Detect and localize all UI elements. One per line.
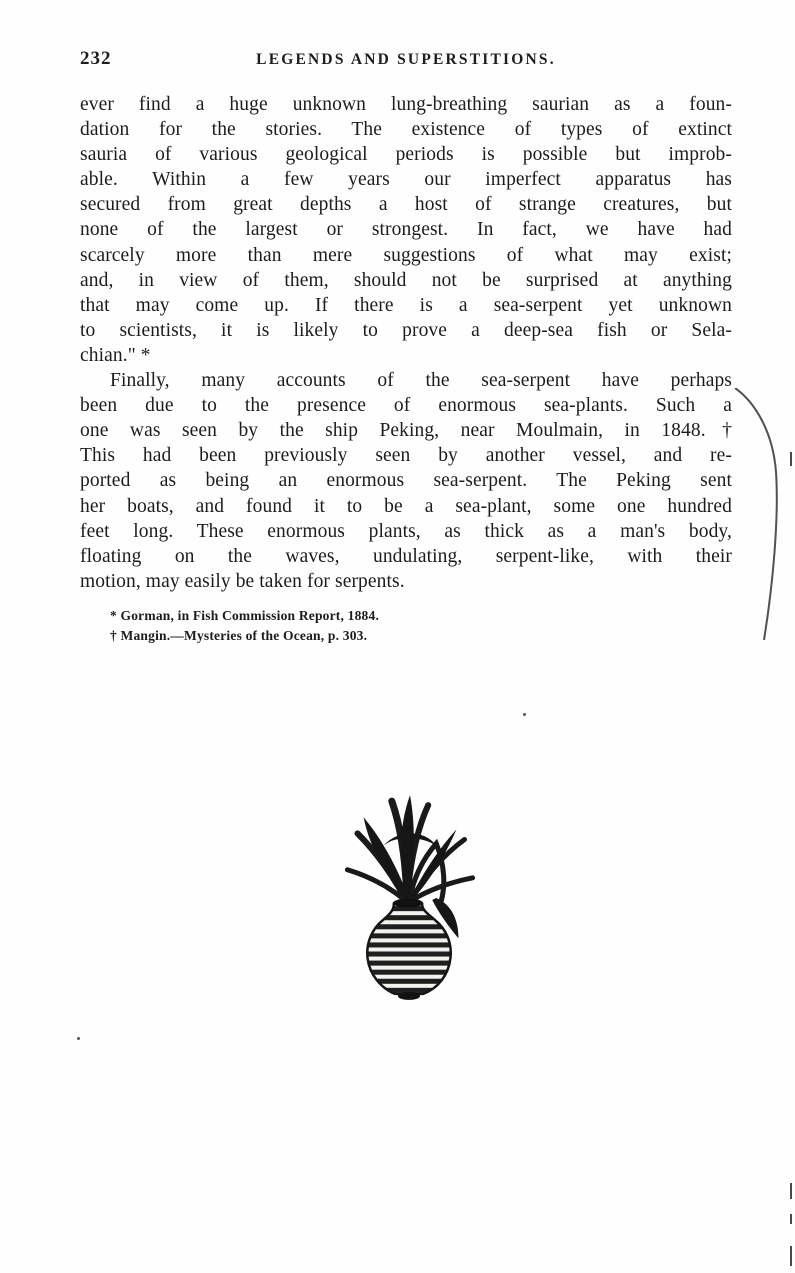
tailpiece-illustration — [336, 785, 484, 1007]
scan-edge-mark — [790, 1183, 792, 1199]
text-line: able. Within a few years our imperfect apparatus has — [80, 169, 732, 191]
paragraph — [80, 368, 732, 594]
text-line: Finally, many accounts of the sea-serpent have perhaps — [110, 370, 732, 392]
text-line: floating on the waves, undulating, serpent-like, with their — [80, 545, 732, 567]
text-line: sauria of various geological periods is possible but improb- — [80, 144, 732, 166]
text-line: This had been previously seen by another vessel, and re- — [80, 445, 732, 467]
paragraph — [80, 92, 732, 368]
text-line: motion, may easily be taken for serpents. — [80, 570, 405, 592]
footnote: † Mangin.—Mysteries of the Ocean, p. 303. — [110, 628, 368, 643]
scan-edge-mark — [790, 452, 792, 466]
text-line: chian." * — [80, 344, 151, 366]
text-line: feet long. These enormous plants, as thick as a man's body, — [80, 520, 732, 542]
text-line: none of the largest or strongest. In fact, we have had — [80, 219, 732, 241]
footnotes — [110, 606, 610, 646]
scan-speck — [523, 713, 526, 716]
text-line: one was seen by the ship Peking, near Moulmain, in 1848.† — [80, 420, 732, 442]
text-line: ported as being an enormous sea-serpent. The Peking sent — [80, 470, 732, 492]
text-line: and, in view of them, should not be surprised at anything — [80, 269, 732, 291]
scan-edge-mark — [790, 1214, 792, 1224]
text-line: dation for the stories. The existence of types of extinct — [80, 119, 732, 141]
scan-artifact-curve — [733, 388, 785, 644]
text-line: her boats, and found it to be a sea-plant, some one hundred — [80, 495, 732, 517]
vase-with-plants-icon — [336, 785, 484, 1007]
body-text — [80, 92, 732, 594]
text-line: secured from great depths a host of strange creatures, but — [80, 194, 732, 216]
scan-speck — [77, 1037, 80, 1040]
text-line: been due to the presence of enormous sea-plants. Such a — [80, 395, 732, 417]
page-number: 232 — [80, 48, 112, 69]
page-header — [80, 48, 732, 72]
running-head: LEGENDS AND SUPERSTITIONS. — [256, 51, 556, 68]
text-line: ever find a huge unknown lung-breathing saurian as a foun- — [80, 94, 732, 115]
scan-edge-mark — [790, 1246, 792, 1266]
text-line: to scientists, it is likely to prove a deep-sea fish or Sela- — [80, 319, 732, 341]
footnote: * Gorman, in Fish Commission Report, 1884. — [110, 608, 380, 623]
text-line: that may come up. If there is a sea-serpent yet unknown — [80, 294, 732, 316]
text-line: scarcely more than mere suggestions of what may exist; — [80, 244, 732, 266]
